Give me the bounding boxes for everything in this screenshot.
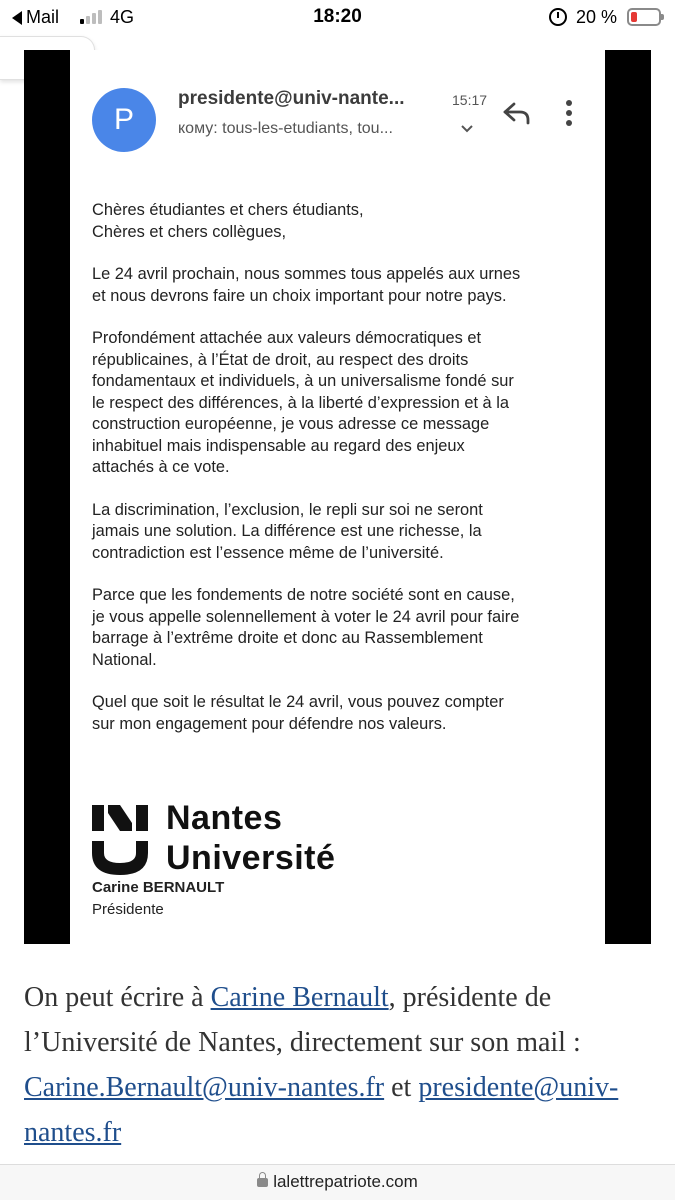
article-text: , présidente de l’Université de Nantes, directement sur son mail : [24, 982, 581, 1058]
link-carine-bernault[interactable]: Carine Bernault [210, 982, 389, 1013]
article-text: On peut écrire à [24, 982, 211, 1013]
email-body [92, 200, 592, 756]
email-paragraph: Parce que les fondements de notre société sont en cause, je vous appelle solennellement à voter le 24 avril pour faire barrage à l’extrême droite et donc au Rassemblement National. [92, 586, 520, 669]
clock: 18:20 [313, 6, 362, 27]
chevron-down-icon [460, 124, 474, 134]
back-app-label: Mail [26, 7, 60, 27]
email-paragraph: Profondément attachée aux valeurs démocratiques et républicaines, à l’État de droit, au respect des droits fondamentaux et individuels, à un universalisme fondé sur le respect des différences, à la liberté d’expression et à la construction européenne, je vous adresse ce message inhabituel mais indispensable au regard des enjeux attachés à ce vote. [92, 329, 514, 476]
article-paragraph [24, 975, 659, 1155]
recipients: кому: tous-les-etudiants, tou... [178, 120, 393, 137]
lock-icon [257, 1178, 268, 1187]
email-paragraph: Le 24 avril prochain, nous sommes tous appelés aux urnes et nous devrons faire un choix important pour notre pays. [92, 265, 521, 305]
link-presidente-email[interactable]: presidente@univ-nantes.fr [24, 1072, 619, 1148]
sender-address: presidente@univ-nante... [178, 88, 405, 109]
link-carine-email[interactable]: Carine.Bernault@univ-nantes.fr [24, 1072, 385, 1103]
article-text: et [384, 1072, 419, 1103]
reply-icon [502, 101, 532, 125]
battery-icon [627, 8, 661, 26]
email-paragraph: Chères étudiantes et chers étudiants, Chères et chers collègues, [92, 201, 364, 241]
url-bar[interactable] [0, 1164, 675, 1200]
email-view [70, 50, 605, 944]
logo-text: Nantes [166, 799, 283, 837]
logo-text: Université [166, 839, 336, 877]
url-domain: lalettrepatriote.com [273, 1172, 418, 1191]
alarm-clock-icon [549, 8, 567, 26]
signature-name: Carine BERNAULT [92, 879, 225, 896]
nantes-universite-logo-icon [92, 803, 148, 875]
battery-percent: 20 % [576, 7, 618, 27]
sender-avatar: P [92, 88, 156, 152]
status-bar [0, 0, 675, 36]
email-paragraph: Quel que soit le résultat le 24 avril, vous pouvez compter sur mon engagement pour défendre nos valeurs. [92, 693, 504, 733]
email-paragraph: La discrimination, l’exclusion, le repli sur soi ne seront jamais une solution. La différence est une richesse, la contradiction est l’essence même de l’université. [92, 500, 483, 562]
network-type: 4G [110, 7, 135, 27]
signature-role: Présidente [92, 901, 164, 918]
sent-time: 15:17 [452, 92, 488, 108]
more-vert-icon [564, 100, 574, 126]
